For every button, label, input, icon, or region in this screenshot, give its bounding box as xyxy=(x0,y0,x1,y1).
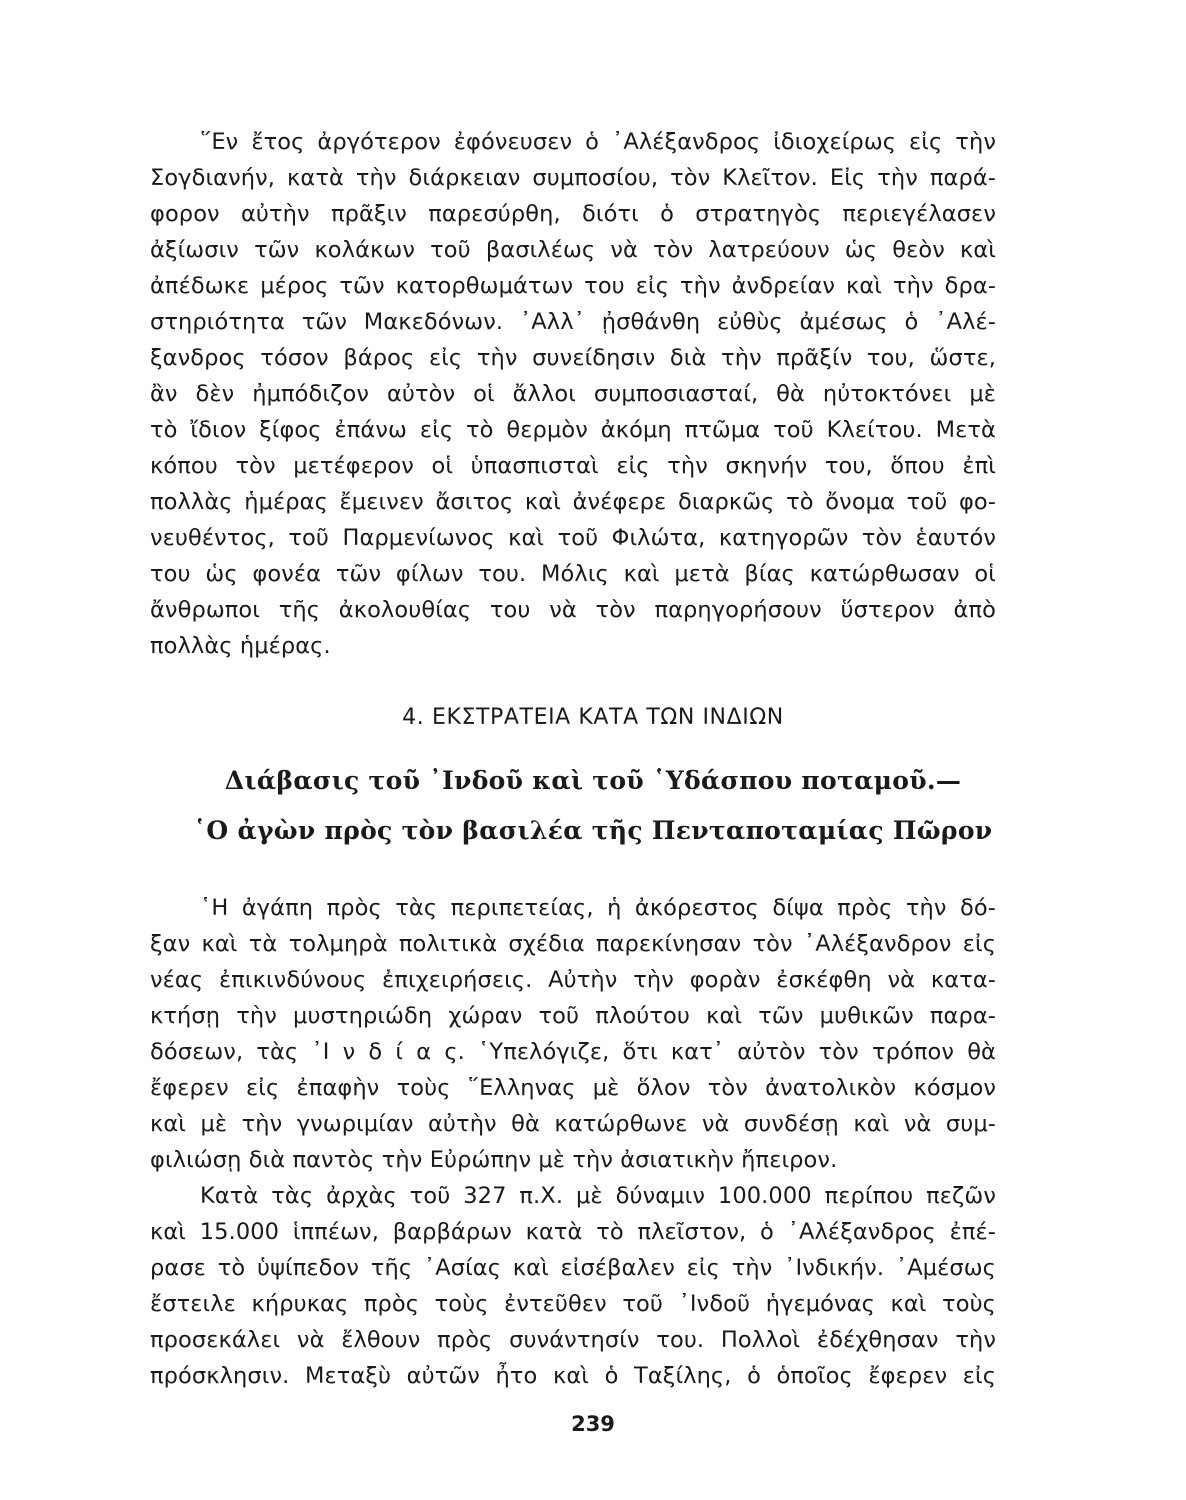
text-line: νέας ἐπικινδύνους ἐπιχειρήσεις. Αὐτὴν τὴν φορὰν ἐσκέφθη νὰ κατα- xyxy=(150,967,996,993)
text-line: ρασε τὸ ὑψίπεδον τῆς ᾿Ασίας καὶ εἰσέβαλεν εἰς τὴν ᾿Ινδικήν. ᾿Αμέσως xyxy=(150,1255,996,1281)
text-line: πρόσκλησιν. Μεταξὺ αὐτῶν ἦτο καὶ ὁ Ταξίλης, ὁ ὁποῖος ἔφερεν εἰς xyxy=(150,1363,996,1389)
text-line: στηριότητα τῶν Μακεδόνων. ᾿Αλλ᾿ ᾐσθάνθη εὐθὺς ἀμέσως ὁ ᾿Αλέ- xyxy=(150,309,996,335)
text-line: πολλὰς ἡμέρας ἔμεινεν ἄσιτος καὶ ἀνέφερε διαρκῶς τὸ ὄνομα τοῦ φο- xyxy=(150,489,996,515)
text-line: ἂν δὲν ἠμπόδιζον αὐτὸν οἱ ἄλλοι συμποσιασταί, θὰ ηὐτοκτόνει μὲ xyxy=(150,381,996,407)
page-number: 239 xyxy=(571,1412,615,1436)
text-line: κτήσῃ τὴν μυστηριώδη χώραν τοῦ πλούτου καὶ τῶν μυθικῶν παρα- xyxy=(150,1003,996,1029)
text-line: καὶ μὲ τὴν γνωριμίαν αὐτὴν θὰ κατώρθωνε νὰ συνδέσῃ καὶ νὰ συμ- xyxy=(150,1111,996,1137)
text-line: ξανδρος τόσον βάρος εἰς τὴν συνείδησιν διὰ τὴν πρᾶξίν του, ὥστε, xyxy=(150,345,996,371)
text-line: ἄνθρωποι τῆς ἀκολουθίας του νὰ τὸν παρηγορήσουν ὕστερον ἀπὸ xyxy=(150,597,996,623)
text-line: Σογδιανήν, κατὰ τὴν διάρκειαν συμποσίου, τὸν Κλεῖτον. Εἰς τὴν παρά- xyxy=(150,165,996,191)
text-line: πολλὰς ἡμέρας. xyxy=(150,633,331,659)
text-line: ῾Η ἀγάπη πρὸς τὰς περιπετείας, ἡ ἀκόρεστος δίψα πρὸς τὴν δό- xyxy=(200,895,996,921)
text-line: ἔστειλε κήρυκας πρὸς τοὺς ἐντεῦθεν τοῦ ᾿Ινδοῦ ἡγεμόνας καὶ τοὺς xyxy=(150,1291,996,1317)
text-line: ἔφερεν εἰς ἐπαφὴν τοὺς ῞Ελληνας μὲ ὅλον τὸν ἀνατολικὸν κόσμον xyxy=(150,1075,996,1101)
section-heading: 4. ΕΚΣΤΡΑΤΕΙΑ ΚΑΤΑ ΤΩΝ ΙΝΔΙΩΝ xyxy=(402,705,784,730)
text-line: του ὡς φονέα τῶν φίλων του. Μόλις καὶ μετὰ βίας κατώρθωσαν οἱ xyxy=(150,561,996,587)
text-line: φορον αὐτὴν πρᾶξιν παρεσύρθη, διότι ὁ στρατηγὸς περιεγέλασεν xyxy=(150,201,996,227)
text-line: φιλιώσῃ διὰ παντὸς τὴν Εὐρώπην μὲ τὴν ἀσιατικὴν ἤπειρον. xyxy=(150,1147,838,1173)
text-line: προσεκάλει νὰ ἔλθουν πρὸς συνάντησίν του. Πολλοὶ ἐδέχθησαν τὴν xyxy=(150,1327,996,1353)
text-line: καὶ 15.000 ἱππέων, βαρβάρων κατὰ τὸ πλεῖστον, ὁ ᾿Αλέξανδρος ἐπέ- xyxy=(150,1219,996,1245)
text-line: κόπου τὸν μετέφερον οἱ ὑπασπισταὶ εἰς τὴν σκηνήν του, ὅπου ἐπὶ xyxy=(150,453,996,479)
text-line: τὸ ἴδιον ξίφος ἐπάνω εἰς τὸ θερμὸν ἀκόμη πτῶμα τοῦ Κλείτου. Μετὰ xyxy=(150,417,996,443)
text-line: δόσεων, τὰς ᾿Ι ν δ ί α ς. ῾Υπελόγιζε, ὅτι κατ᾿ αὐτὸν τὸν τρόπον θὰ xyxy=(150,1039,996,1065)
text-line: ῞Εν ἔτος ἀργότερον ἐφόνευσεν ὁ ᾿Αλέξανδρος ἰδιοχείρως εἰς τὴν xyxy=(200,129,996,155)
subheading-line-2: ῾Ο ἀγὼν πρὸς τὸν βασιλέα τῆς Πενταποταμίας Πῶρον xyxy=(193,816,993,845)
text-line: ἀπέδωκε μέρος τῶν κατορθωμάτων του εἰς τὴν ἀνδρείαν καὶ τὴν δρα- xyxy=(150,273,996,299)
text-line: ἀξίωσιν τῶν κολάκων τοῦ βασιλέως νὰ τὸν λατρεύουν ὡς θεὸν καὶ xyxy=(150,237,996,263)
text-line: Κατὰ τὰς ἀρχὰς τοῦ 327 π.Χ. μὲ δύναμιν 100.000 περίπου πεζῶν xyxy=(200,1183,996,1209)
text-line: ξαν καὶ τὰ τολμηρὰ πολιτικὰ σχέδια παρεκίνησαν τὸν ᾿Αλέξανδρον εἰς xyxy=(150,931,996,957)
text-line: νευθέντος, τοῦ Παρμενίωνος καὶ τοῦ Φιλώτα, κατηγορῶν τὸν ἑαυτόν xyxy=(150,525,996,551)
subheading-line-1: Διάβασις τοῦ ᾿Ινδοῦ καὶ τοῦ ῾Υδάσπου ποταμοῦ.— xyxy=(224,766,962,795)
